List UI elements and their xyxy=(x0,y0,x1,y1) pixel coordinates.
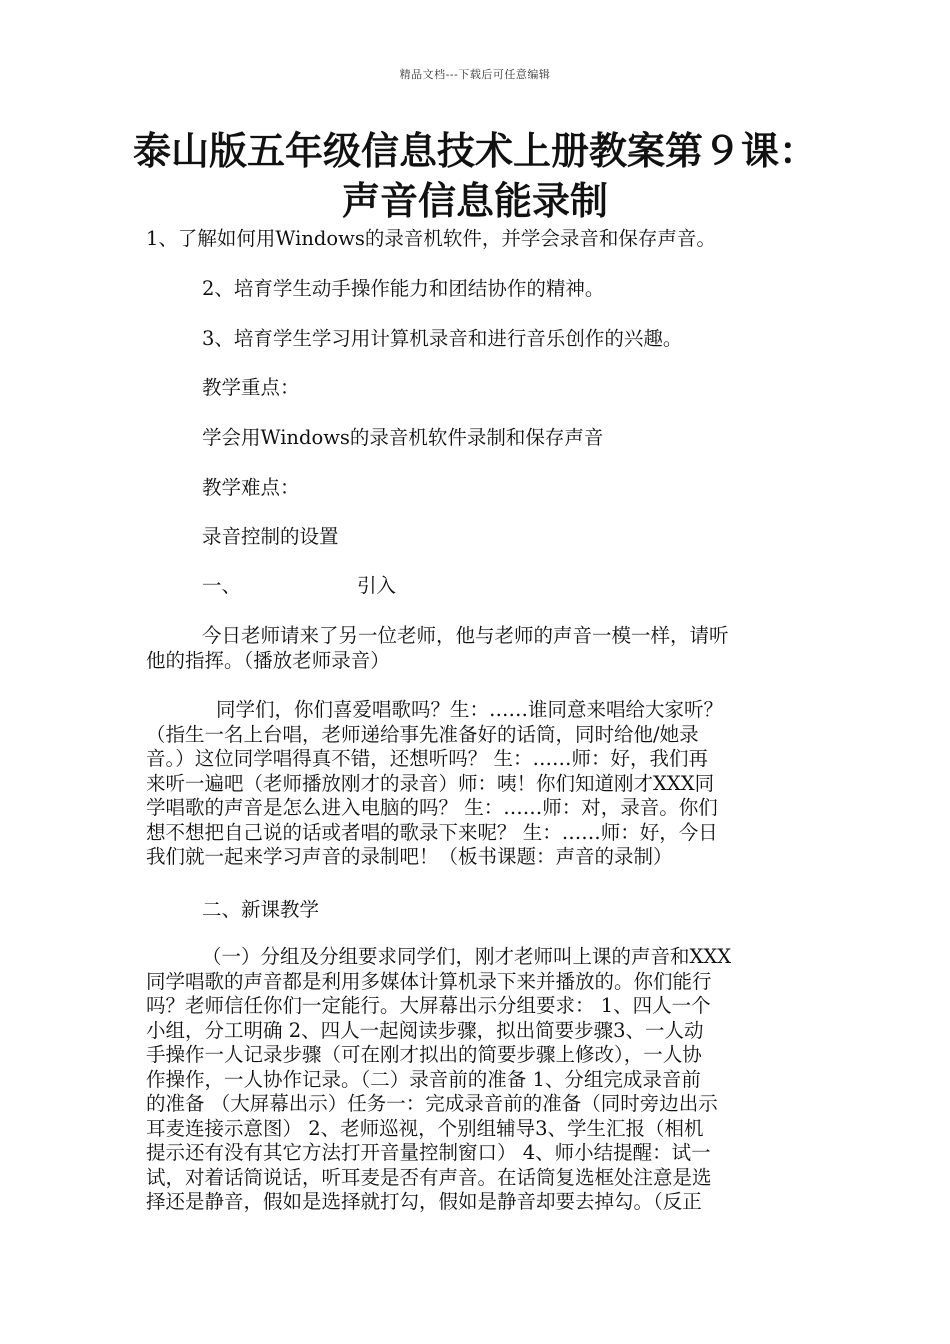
dialog-paragraph xyxy=(146,698,810,870)
section-1-title: 引入 xyxy=(357,574,397,597)
paragraph-line: 想不想把自己说的话或者唱的歌录下来呢？ 生：……师：好，今日 xyxy=(146,820,718,844)
paragraph-line: 学唱歌的声音是怎么进入电脑的吗？ 生：……师：对，录音。你们 xyxy=(146,796,718,819)
paragraph-line: 同学们，你们喜爱唱歌吗？生：……谁同意来唱给大家听？ xyxy=(216,698,724,721)
paragraph-line: 作操作，一人协作记录。（二）录音前的准备 1、分组完成录音前 xyxy=(146,1067,701,1091)
section-1-number: 一、 xyxy=(202,574,242,597)
intro-paragraph xyxy=(146,624,810,673)
paragraph-line: 我们就一起来学习声音的录制吧！（板书课题：声音的录制） xyxy=(146,845,673,868)
lesson-paragraph xyxy=(146,945,810,1215)
key-point-text: 学会用Windows的录音机软件录制和保存声音 xyxy=(202,426,604,449)
difficulty-heading: 教学难点： xyxy=(202,476,300,499)
objective-2: 2、培育学生动手操作能力和团结协作的精神。 xyxy=(202,277,605,300)
paragraph-line: 提示还有没有其它方法打开音量控制窗口） 4、师小结提醒：试一 xyxy=(146,1141,711,1164)
page-header: 精品文档---下载后可任意编辑 xyxy=(399,68,551,81)
paragraph-line: 择还是静音，假如是选择就打勾，假如是静音却要去掉勾。（反正 xyxy=(146,1190,702,1213)
paragraph-line: （指生一名上台唱，老师递给事先准备好的话筒，同时给他/她录 xyxy=(146,722,699,746)
objective-3: 3、培育学生学习用计算机录音和进行音乐创作的兴趣。 xyxy=(202,327,683,350)
title-line-2: 声音信息能录制 xyxy=(341,179,608,223)
paragraph-line: 的准备 （大屏幕出示）任务一：完成录音前的准备（同时旁边出示 xyxy=(146,1092,718,1115)
difficulty-text: 录音控制的设置 xyxy=(202,525,339,548)
paragraph-line: 来听一遍吧（老师播放刚才的录音）师：咦！你们知道刚才XXX同 xyxy=(146,771,715,795)
paragraph-line: （一）分组及分组要求同学们，刚才老师叫上课的声音和XXX xyxy=(202,945,732,968)
paragraph-line: 吗？老师信任你们一定能行。大屏幕出示分组要求： 1、四人一个 xyxy=(146,994,711,1017)
paragraph-line: 试，对着话筒说话，听耳麦是否有声音。在话筒复选框处注意是选 xyxy=(146,1165,712,1189)
paragraph-line: 同学唱歌的声音都是利用多媒体计算机录下来并播放的。你们能行 xyxy=(146,969,712,993)
paragraph-line: 耳麦连接示意图） 2、老师巡视，个别组辅导3、学生汇报（相机 xyxy=(146,1116,704,1140)
paragraph-line: 小组，分工明确 2、四人一起阅读步骤，拟出简要步骤3、一人动 xyxy=(146,1018,704,1042)
paragraph-line: 他的指挥。（播放老师录音） xyxy=(146,648,390,672)
title-line-1: 泰山版五年级信息技术上册教案第９课： xyxy=(132,129,817,173)
paragraph-line: 音。）这位同学唱得真不错，还想听吗？ 生：……师：好，我们再 xyxy=(146,747,708,770)
document-title xyxy=(60,126,890,226)
paragraph-line: 手操作一人记录步骤（可在刚才拟出的简要步骤上修改），一人协 xyxy=(146,1043,702,1066)
section-2-title: 二、新课教学 xyxy=(202,898,320,921)
key-point-heading: 教学重点： xyxy=(202,376,300,399)
paragraph-line: 今日老师请来了另一位老师，他与老师的声音一模一样，请听 xyxy=(202,624,729,647)
objective-1: 1、了解如何用Windows的录音机软件，并学会录音和保存声音。 xyxy=(146,227,716,250)
